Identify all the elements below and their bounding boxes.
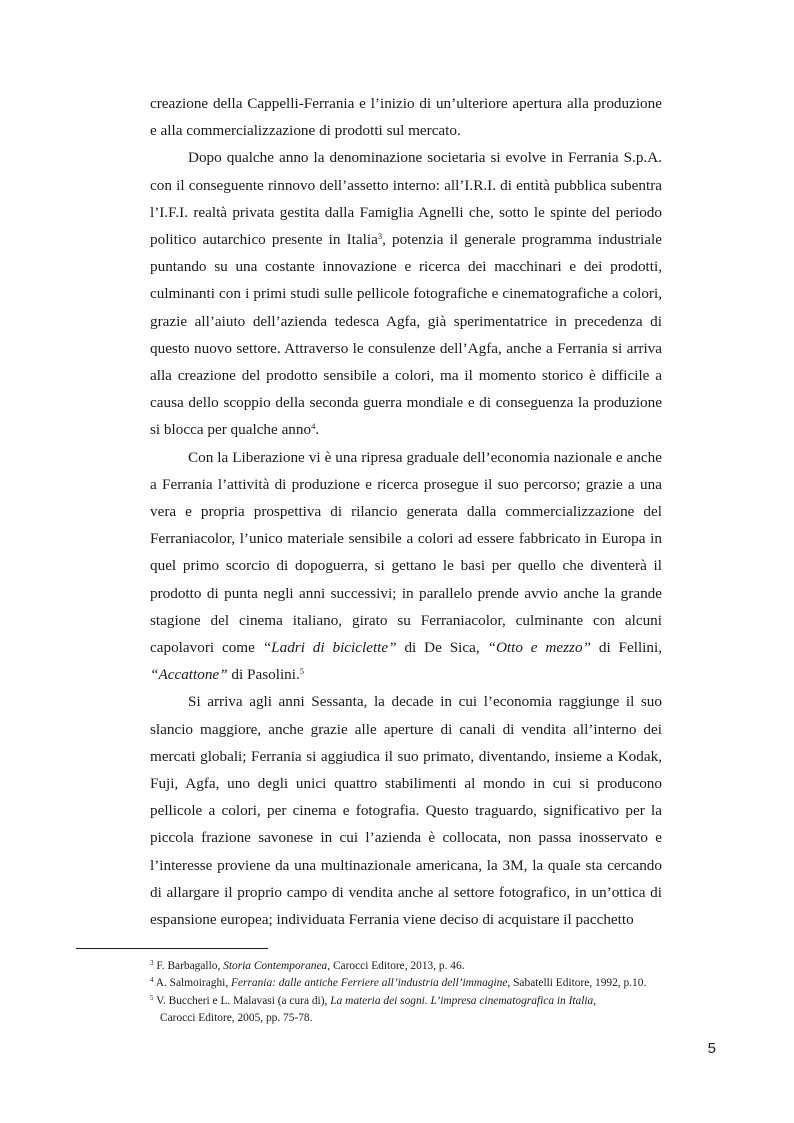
paragraph [150,90,662,144]
footnote [150,958,690,975]
text-run: , Sabatelli Editore, 1992, p.10. [507,977,647,990]
paragraph [150,144,662,443]
italic-title: “Ladri di biciclette” [262,639,397,657]
footnote-continuation: Carocci Editore, 2005, pp. 75-78. [160,1012,313,1025]
text-run: , potenzia il generale programma industriale puntando su una costante innovazione e ricerca dei macchinari e dei prodotti, culminanti con i primi studi sulle pellicole fotografiche e cinematografiche a colori, grazie all’aiuto dell’azienda tedesca Agfa, già sperimentatrice in precedenza di questo nuovo settore. Attraverso le consulenze dell’Agfa, anche a Ferrania si arriva alla creazione del prodotto sensibile a colori, ma il momento storico è difficile a causa dello scoppio della seconda guerra mondiale e di conseguenza la produzione si blocca per qualche anno [150,231,662,439]
footnote-ref: 3 [377,231,383,242]
footnote-separator [76,948,268,949]
main-text [150,90,662,933]
text-run: Si arriva agli anni Sessanta, la decade in cui l’economia raggiunge il suo slancio maggiore, anche grazie alle aperture di canali di vendita all’interno dei mercati globali; Ferrania si aggiudica il suo primato, diventando, insieme a Kodak, Fuji, Agfa, uno degli unici quattro stabilimenti al mondo in cui si producono pellicole a colori, per cinema e fotografia. Questo traguardo, significativo per la piccola frazione savonese in cui l’azienda è collocata, non passa inosservato e l’interesse proviene da una multinazionale americana, la 3M, la quale sta cercando di allargare il proprio campo di vendita anche al settore fotografico, in un’ottica di espansione europea; individuata Ferrania viene deciso di acquistare il pacchetto [150,693,662,929]
italic-title: “Accattone” [150,666,228,684]
text-run: F. Barbagallo, [153,960,224,972]
paragraph [150,444,662,689]
footnote [150,975,690,992]
footnotes [150,958,690,1028]
text-run: creazione della Cappelli-Ferrania e l’inizio di un’ulteriore apertura alla produzione e alla commercializzazione di prodotti sul mercato. [150,95,662,140]
text-run: Con la Liberazione vi è una ripresa graduale dell’economia nazionale e anche a Ferrania l’attività di produzione e ricerca prosegue il suo percorso; grazie a una vera e propria prospettiva di rilancio generata dalla commercializzazione del Ferraniacolor, l’unico materiale sensibile a colori ad essere fabbricato in Europa in quel primo scorcio di dopoguerra, si gettano le basi per quello che diventerà il prodotto di punta negli anni successivi; in parallelo prende avvio anche la grande stagione del cinema italiano, girato su Ferraniacolor, culminante con alcuni capolavori come [150,448,662,657]
text-run: . [315,421,320,439]
footnote-ref: 4 [311,421,316,432]
italic-title: La materia dei sogni. L’impresa cinematografica in Italia [330,994,594,1007]
footnote-ref: 5 [150,993,154,1002]
text-run: Dopo qualche anno la denominazione societaria si evolve in Ferrania S.p.A. con il conseguente rinnovo dell’assetto interno: all’I.R.I. di entità pubblica subentra l’I.F.I. realtà privata gestita dalla Famiglia Agnelli che, sotto le spinte del periodo politico autarchico presente in Italia [150,149,662,249]
footnote-ref: 5 [299,666,305,677]
italic-title: Storia Contemporanea [223,960,328,972]
text-run: V. Buccheri e L. Malavasi (a cura di), [153,994,331,1007]
footnote-ref: 4 [150,976,154,985]
text-run: , [593,994,597,1007]
paragraph [150,688,662,933]
text-run: di De Sica, [396,639,488,657]
text-run: di Pasolini. [227,666,300,684]
italic-title: Ferrania: dalle antiche Ferriere all’industria dell’immagine [231,977,508,990]
footnote [150,993,690,1010]
footnote-ref: 3 [150,959,154,967]
text-run: A. Salmoiraghi, [153,977,232,990]
page-number: 5 [707,1040,716,1057]
text-run: , Carocci Editore, 2013, p. 46. [327,960,465,972]
text-run: di Fellini, [591,639,662,657]
italic-title: “Otto e mezzo” [487,639,591,657]
